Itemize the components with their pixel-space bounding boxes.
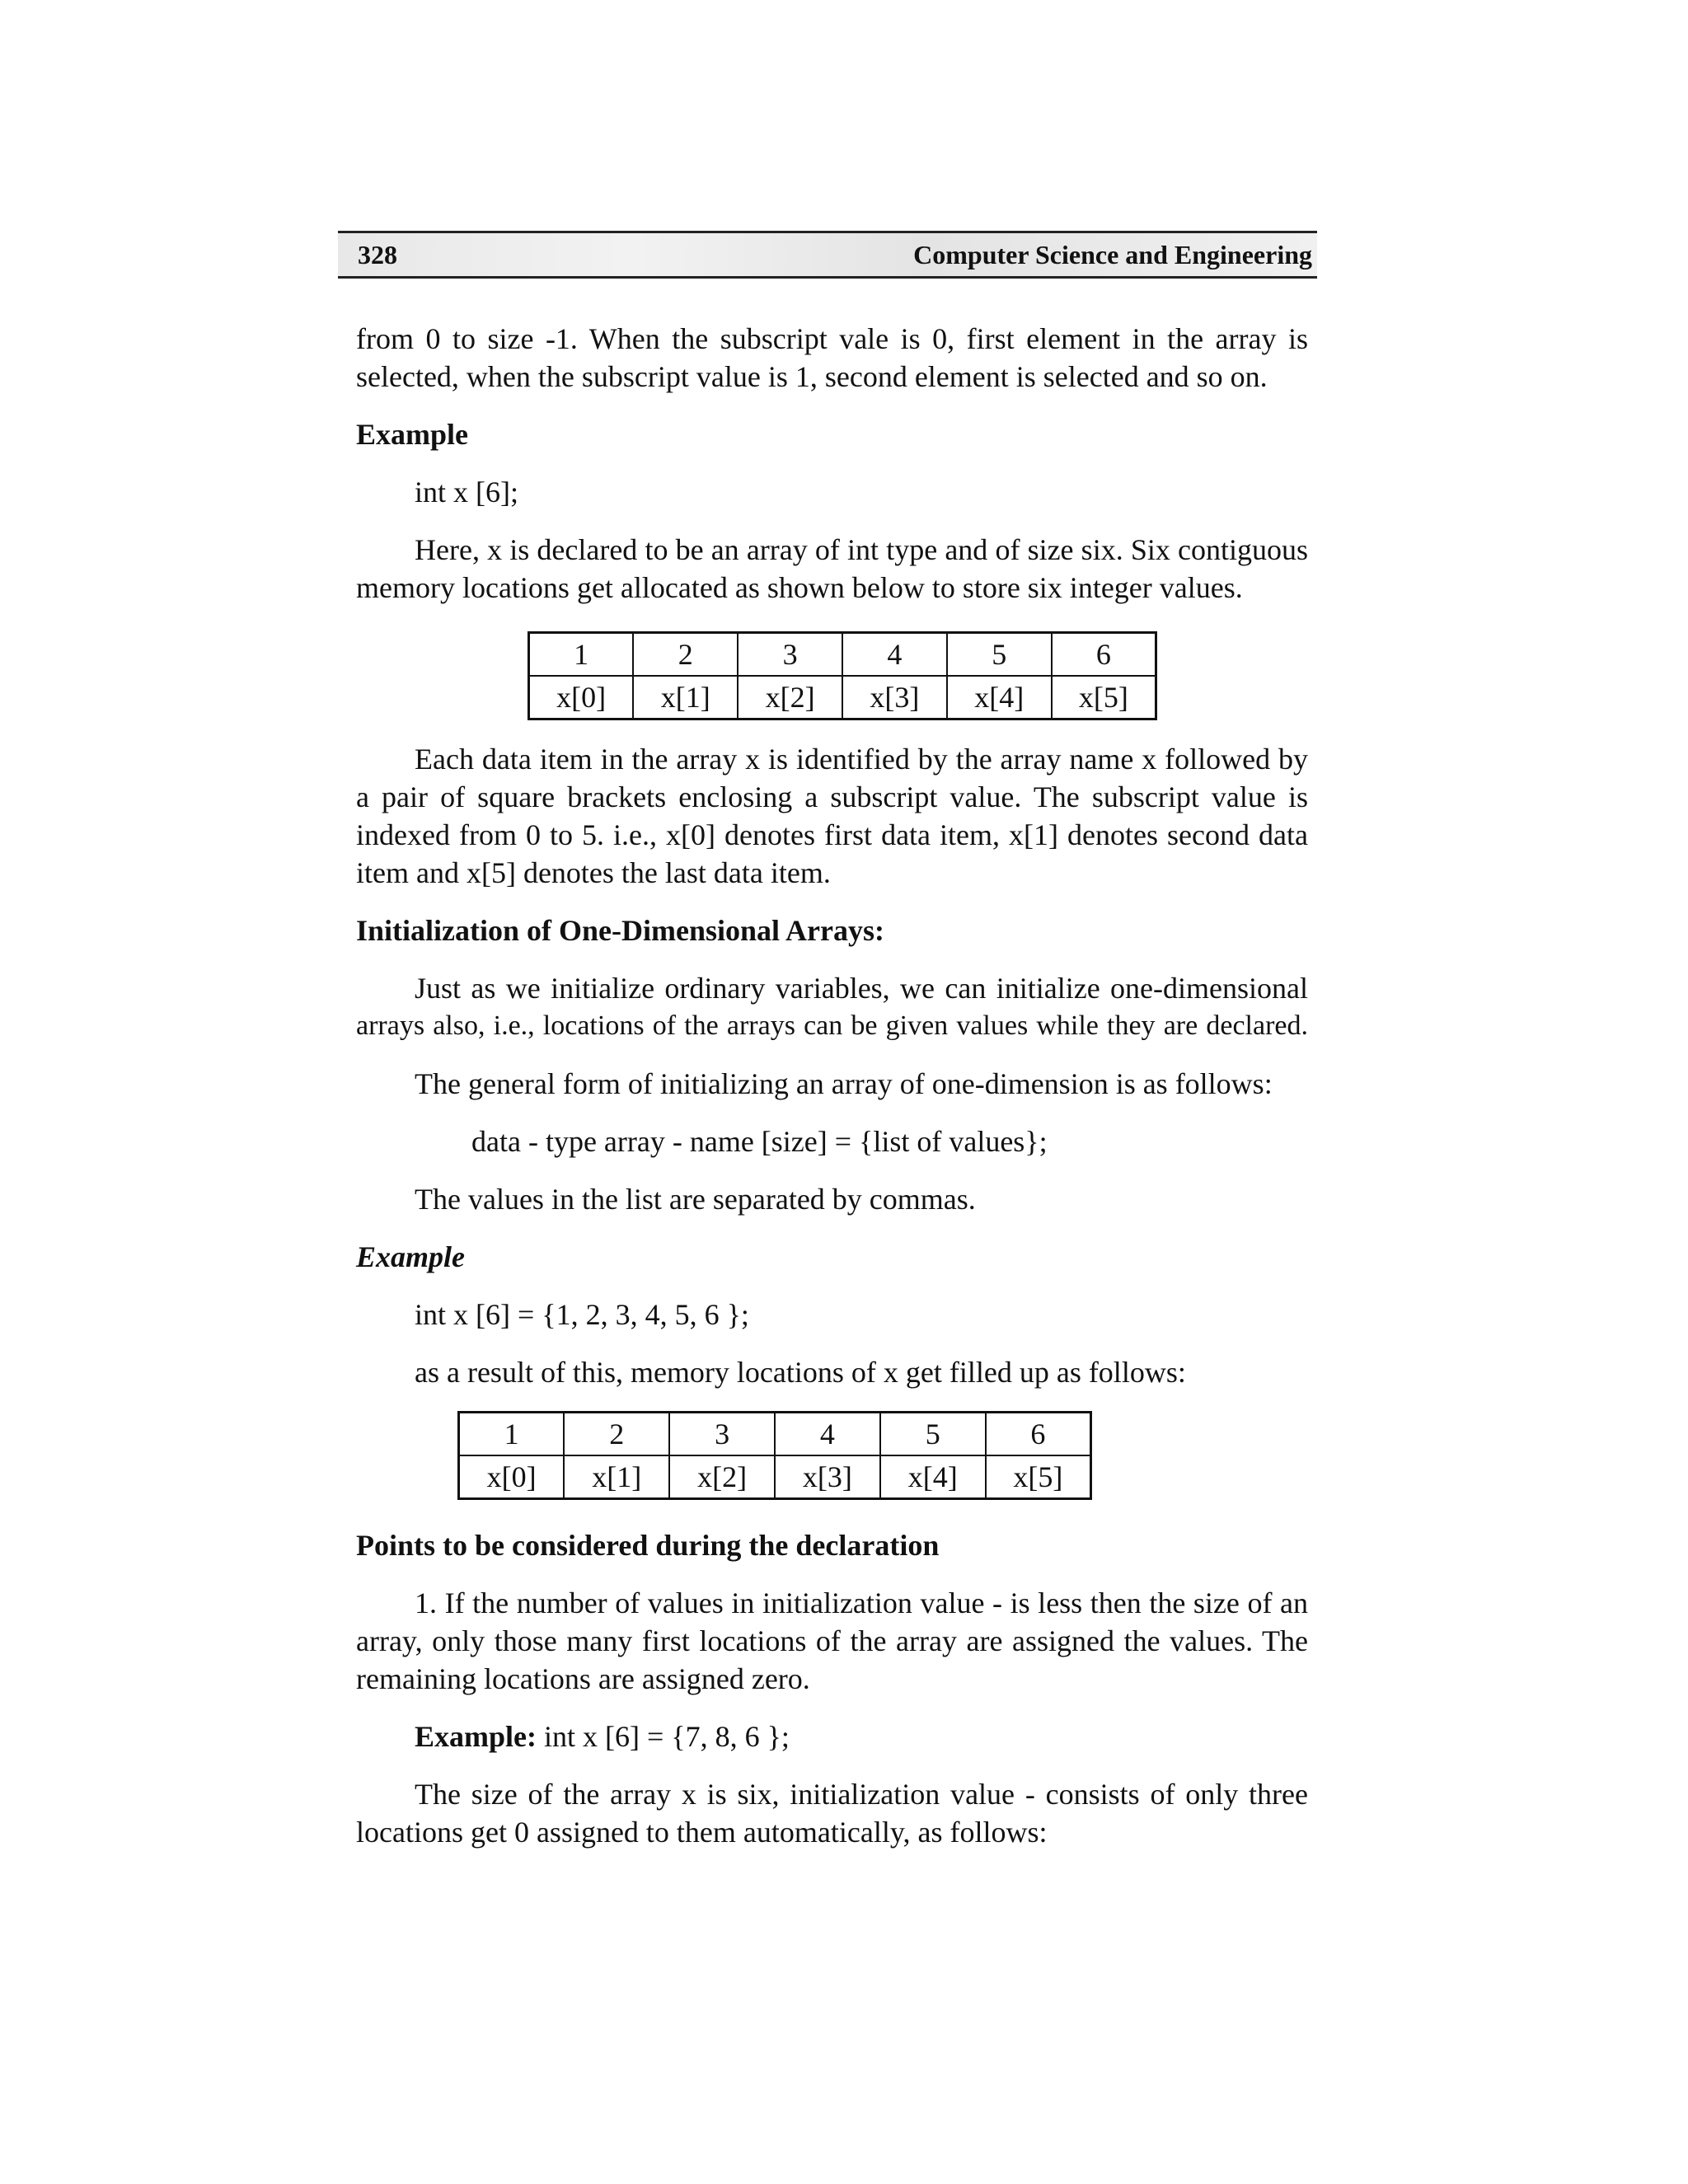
paragraph-line: Just as we initialize ordinary variables, we can initialize one-dimensional	[415, 972, 1308, 1005]
paragraph-line: locations get 0 assigned to them automatically, as follows:	[356, 1816, 1048, 1849]
code-line: int x [6];	[415, 476, 518, 509]
table-cell: x[1]	[633, 676, 738, 719]
table-cell: x[4]	[947, 676, 1052, 719]
paragraph-line: remaining locations are assigned zero.	[356, 1662, 810, 1695]
table-row	[459, 1455, 1091, 1499]
table-row	[459, 1413, 1091, 1456]
memory-table	[457, 1411, 1092, 1500]
table-cell: 3	[669, 1413, 775, 1456]
table-cell: 3	[738, 633, 842, 677]
table-cell: x[5]	[986, 1455, 1091, 1499]
memory-table	[528, 631, 1157, 720]
table-cell: x[2]	[669, 1455, 775, 1499]
section-heading: Example	[356, 418, 469, 451]
paragraph-line: arrays also, i.e., locations of the arrays can be given values while they are declared.	[356, 1010, 1308, 1041]
table-row	[529, 676, 1156, 719]
table-cell: x[4]	[880, 1455, 986, 1499]
code-inline: int x [6] = {7, 8, 6 };	[537, 1720, 790, 1753]
table-cell: x[2]	[738, 676, 842, 719]
code-line: data - type array - name [size] = {list of values};	[471, 1125, 1048, 1158]
section-heading: Points to be considered during the declaration	[356, 1529, 940, 1562]
table-cell: x[0]	[486, 1460, 537, 1493]
page-number: 328	[358, 240, 397, 269]
paragraph-line: as a result of this, memory locations of x get filled up as follows:	[415, 1356, 1186, 1389]
table-cell: x[5]	[1052, 676, 1156, 719]
table-cell: 1	[529, 633, 634, 677]
table-cell: 2	[633, 633, 738, 677]
paragraph-line: item and x[5] denotes the last data item.	[356, 856, 831, 889]
example-label: Example:	[415, 1720, 537, 1753]
table-cell: 5	[947, 633, 1052, 677]
page-header	[338, 231, 1317, 279]
table-cell: 6	[1052, 633, 1156, 677]
table-row	[529, 633, 1156, 677]
table-cell: 5	[880, 1413, 986, 1456]
paragraph-line: indexed from 0 to 5. i.e., x[0] denotes first data item, x[1] denotes second data	[356, 818, 1308, 851]
paragraph-line: Here, x is declared to be an array of int type and of size six. Six contiguous	[415, 533, 1308, 566]
running-title: Computer Science and Engineering	[913, 240, 1312, 269]
paragraph-line: from 0 to size -1. When the subscript vale is 0, first element in the array is	[356, 322, 1308, 355]
paragraph-line: a pair of square brackets enclosing a subscript value. The subscript value is	[356, 780, 1308, 813]
table-cell: 4	[775, 1413, 880, 1456]
paragraph-line: 1. If the number of values in initialization value - is less then the size of an	[415, 1586, 1308, 1619]
table-cell: 6	[986, 1413, 1091, 1456]
section-heading: Example	[356, 1240, 465, 1273]
table-cell: x[0]	[556, 681, 607, 714]
table-cell: x[3]	[842, 676, 947, 719]
table-cell: 2	[564, 1413, 669, 1456]
paragraph-line: The size of the array x is six, initialization value - consists of only three	[415, 1778, 1308, 1811]
section-heading: Initialization of One-Dimensional Arrays:	[356, 914, 884, 947]
paragraph-line: array, only those many first locations of the array are assigned the values. The	[356, 1624, 1308, 1657]
paragraph-line: The values in the list are separated by commas.	[415, 1183, 976, 1216]
table-cell: 4	[842, 633, 947, 677]
paragraph-line: The general form of initializing an array of one-dimension is as follows:	[415, 1067, 1273, 1100]
table-cell: x[3]	[775, 1455, 880, 1499]
paragraph-line: selected, when the subscript value is 1, second element is selected and so on.	[356, 360, 1268, 393]
table-cell: x[1]	[564, 1455, 669, 1499]
paragraph-line: Each data item in the array x is identified by the array name x followed by	[415, 743, 1308, 776]
table-cell: 1	[459, 1413, 565, 1456]
example-line	[415, 1718, 790, 1755]
paragraph-line: memory locations get allocated as shown below to store six integer values.	[356, 571, 1243, 604]
code-line: int x [6] = {1, 2, 3, 4, 5, 6 };	[415, 1298, 749, 1331]
